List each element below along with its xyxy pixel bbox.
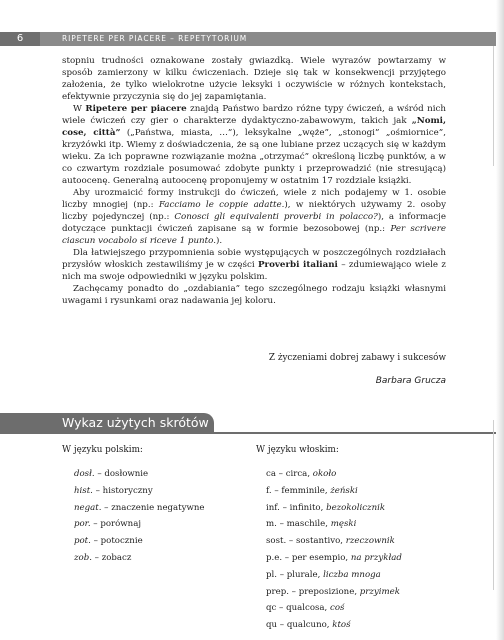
book-title: Ripetere per piacere xyxy=(85,104,187,114)
abbreviation: sost. xyxy=(266,536,287,547)
paragraph-1: stopniu trudności oznakowane zostały gwiazdką. Wiele wyrazów powtarzamy w sposób zamierzony w kilku ćwiczeniach. Dzieje się tak w konsekwencji przyjętego założenia, że tylko wielokrotne użycie leksyki i oczywiście w różnych kontekstach, efektywnie przyczynia się do jej zapamiętania. xyxy=(62,56,446,102)
abbreviation-row: prep. – preposizione, przyimek xyxy=(266,586,400,597)
abbreviation: dosł. xyxy=(74,469,95,479)
closing-greeting: Z życzeniami dobrej zabawy i sukcesów xyxy=(268,353,446,363)
abbreviation-row: dosł. – dosłownie xyxy=(74,469,149,479)
abbreviation-meaning: plurale xyxy=(286,569,318,580)
abbreviation: ca xyxy=(266,469,276,479)
paragraph-4: Dla łatwiejszego przypomnienia sobie występujących w poszczególnych rozdziałach przysłów włoskich zestawiliśmy je w części Proverbi italiani – zdumiewająco wiele z nich ma swoje odpowiedniki w języku polskim. xyxy=(62,248,446,282)
proverbs-title: Proverbi italiani xyxy=(257,260,338,270)
scan-artifact xyxy=(493,420,494,590)
abbreviation: zob. xyxy=(74,552,92,563)
abbreviation-meaning: infinito xyxy=(289,502,321,513)
abbreviation-meaning: znaczenie negatywne xyxy=(111,502,205,513)
abbreviation-row: qc – qualcosa, coś xyxy=(266,603,345,614)
game-title: „Nomi, cose, città” xyxy=(62,116,446,138)
abbreviation-meaning: maschile xyxy=(286,519,326,530)
abbreviation: pot. xyxy=(74,536,91,547)
abbreviation-meaning: zobacz xyxy=(101,552,132,563)
scan-artifact xyxy=(493,46,494,166)
paragraph-5: Zachęcamy ponadto do „ozdabiania” tego szczególnego rodzaju książki własnymi uwagami i rysunkami oraz nadawania jej koloru. xyxy=(62,284,446,306)
page-number: 6 xyxy=(0,32,40,46)
abbreviation-meaning: potocznie xyxy=(100,536,143,547)
abbreviation-translation: przyimek xyxy=(359,586,400,597)
abbreviation-meaning: dosłownie xyxy=(104,469,149,479)
italian-abbreviation-list xyxy=(266,466,402,634)
polish-abbreviation-list xyxy=(74,466,204,567)
abbreviation-translation: około xyxy=(312,469,337,479)
paragraph-2: W Ripetere per piacere znajdą Państwo bardzo różne typy ćwiczeń, a wśród nich wiele ćwiczeń czy gier o charakterze dydaktyczno-zabawowym, takich jak „Nomi, cose, città” („Państwa, miasta, …”), leksykalne „węże”, „stonogi” „ośmiornice”, krzyżówki itp. Wiemy z doświadczenia, że są one lubiane przez uczących się w każdym wieku. Za ich poprawne rozwiązanie można „otrzymać” określoną liczbę punktów, a w co czwartym rozdziale posumować zdobyte punkty i przeprowadzić (nie stresującą) autoocenę. Generalną autoocenę proponujemy w ostatnim 17 rozdziale książki. xyxy=(62,104,446,186)
section-title: Wykaz użytych skrótów xyxy=(62,415,209,430)
abbreviation-row: p.e. – per esempio, na przykład xyxy=(266,552,402,563)
italian-column-heading: W języku włoskim: xyxy=(256,445,339,455)
abbreviation-row: f. – femminile, żeński xyxy=(266,485,358,496)
polish-column-heading: W języku polskim: xyxy=(62,445,143,455)
abbreviation: pl. xyxy=(266,569,277,580)
page-edge-shadow xyxy=(496,0,504,640)
abbreviation-row: por. – porównaj xyxy=(74,519,141,530)
abbreviation-row: hist. – historyczny xyxy=(74,485,153,496)
abbreviation-row: pot. – potocznie xyxy=(74,536,143,547)
abbreviation: m. xyxy=(266,519,277,530)
abbreviation-row: ca – circa, około xyxy=(266,469,337,479)
abbreviation-row: pl. – plurale, liczba mnoga xyxy=(266,569,381,580)
abbreviation-translation: na przykład xyxy=(350,552,402,563)
abbreviation-meaning: porównaj xyxy=(100,519,141,530)
abbreviation-translation: ktoś xyxy=(332,620,351,631)
paragraph-3: Aby urozmaicić formy instrukcji do ćwiczeń, wiele z nich podajemy w 1. osobie liczby mnogiej (np.: Facciamo le coppie adatte.), w niektórych używamy 2. osoby liczby pojedynczej (np.: Conosci gli equivalenti proverbi in polacco?), a informacje dotyczące punktacji ćwiczeń zapisane są w formie bezosobowej (np.: Per scrivere ciascun vocabolo si riceve 1 punto.). xyxy=(62,188,447,246)
abbreviation-row: m. – maschile, męski xyxy=(266,519,357,530)
running-head: RIPETERE PER PIACERE – REPETYTORIUM xyxy=(62,34,248,43)
abbreviation-row: qu – qualcuno, ktoś xyxy=(266,620,351,631)
abbreviation-meaning: preposizione xyxy=(298,586,355,597)
abbreviation-meaning: historyczny xyxy=(102,485,153,496)
abbreviation: por. xyxy=(74,519,91,530)
abbreviation: inf. xyxy=(266,502,280,513)
abbreviation-translation: męski xyxy=(330,519,357,530)
abbreviation: qc xyxy=(266,603,277,614)
body-text xyxy=(62,55,446,307)
abbreviation-row: negat. – znaczenie negatywne xyxy=(74,502,205,513)
abbreviation: negat. xyxy=(74,502,102,513)
abbreviation-translation: coś xyxy=(330,603,345,614)
abbreviation-row: sost. – sostantivo, rzeczownik xyxy=(266,536,395,547)
abbreviation-meaning: qualcuno xyxy=(286,620,327,631)
abbreviation: prep. xyxy=(266,586,289,597)
author-signature: Barbara Grucza xyxy=(375,376,446,386)
abbreviation: p.e. xyxy=(266,552,283,563)
abbreviation-translation: liczba mnoga xyxy=(323,569,381,580)
abbreviation-meaning: qualcosa xyxy=(286,603,325,614)
abbreviation: f. xyxy=(266,485,272,496)
abbreviation-row: inf. – infinito, bezokolicznik xyxy=(266,502,386,513)
abbreviation: hist. xyxy=(74,485,93,496)
abbreviation: qu xyxy=(266,620,278,631)
abbreviation-translation: bezokolicznik xyxy=(326,502,386,513)
abbreviation-meaning: sostantivo xyxy=(295,536,341,547)
abbreviation-meaning: circa xyxy=(285,469,308,479)
abbreviation-meaning: per esempio xyxy=(291,552,346,563)
abbreviation-translation: żeński xyxy=(330,485,358,496)
abbreviation-meaning: femminile xyxy=(281,485,325,496)
abbreviation-translation: rzeczownik xyxy=(345,536,395,547)
abbreviation-row: zob. – zobacz xyxy=(74,552,132,563)
